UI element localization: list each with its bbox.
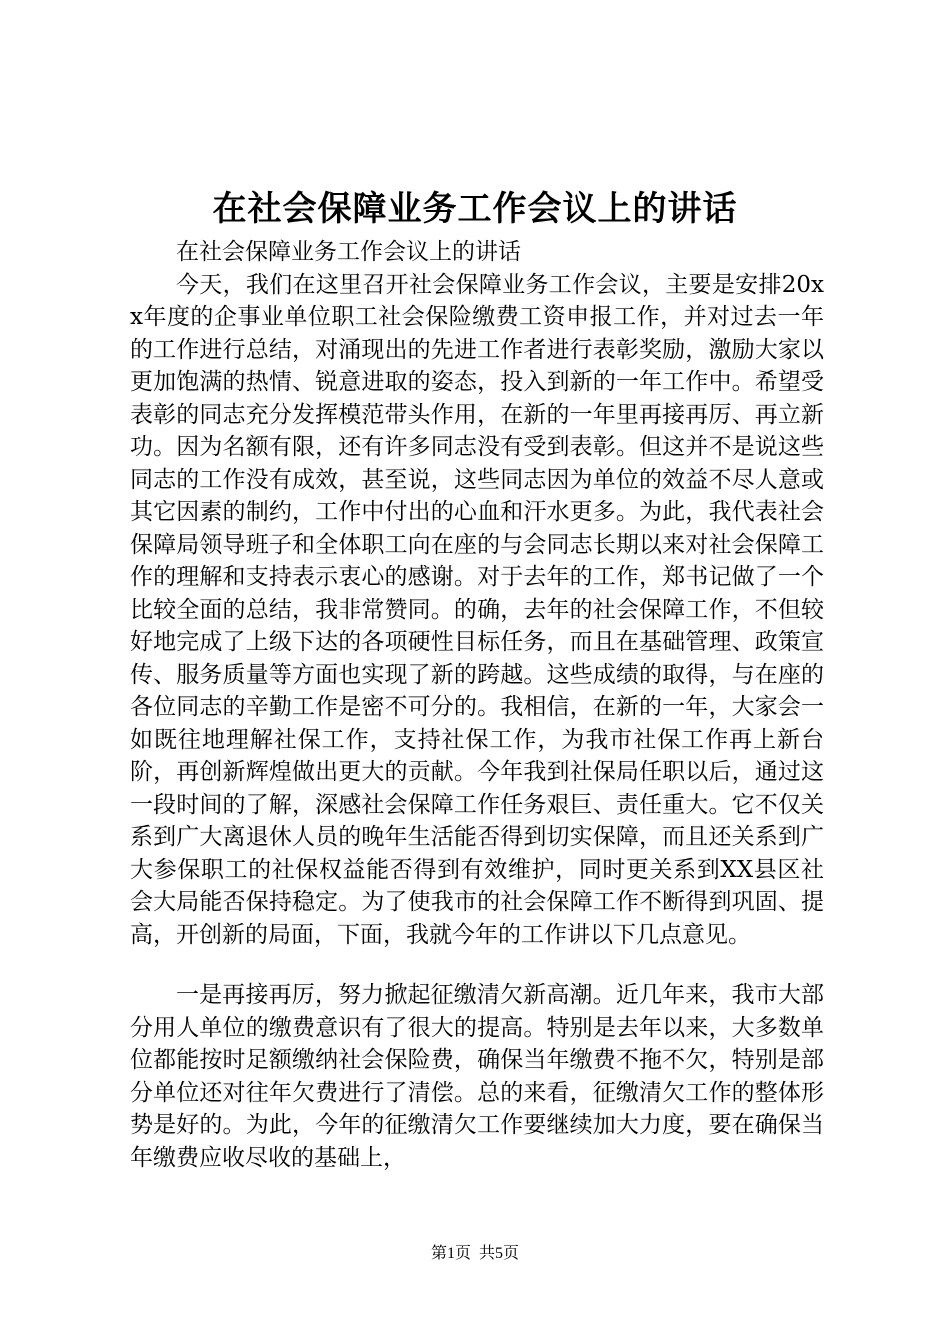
document-title: 在社会保障业务工作会议上的讲话 bbox=[212, 189, 738, 229]
body-paragraph: 一是再接再厉，努力掀起征缴清欠新高潮。近几年来，我市大部分用人单位的缴费意识有了很大的提高。特别是去年以来，大多数单位都能按时足额缴纳社会保险费，确保当年缴费不拖不欠，特别是部分单位还对往年欠费进行了清偿。总的来看，征缴清欠工作的整体形势是好的。为此，今年的征缴清欠工作要继续加大力度，要在确保当年缴费应收尽收的基础上， bbox=[130, 982, 824, 1171]
page-number: 第1页 bbox=[430, 1245, 471, 1262]
body-paragraph: 今天，我们在这里召开社会保障业务工作会议，主要是安排20xx年度的企事业单位职工社会保险缴费工资申报工作，并对过去一年的工作进行总结，对涌现出的先进工作者进行表彰奖励，激励大家以更加饱满的热情、锐意进取的姿态，投入到新的一年工作中。希望受表彰的同志充分发挥模范带头作用，在新的一年里再接再厉、再立新功。因为名额有限，还有许多同志没有受到表彰。但这并不是说这些同志的工作没有成效，甚至说，这些同志因为单位的效益不尽人意或其它因素的制约，工作中付出的心血和汗水更多。为此，我代表社会保障局领导班子和全体职工向在座的与会同志长期以来对社会保障工作的理解和支持表示衷心的感谢。对于去年的工作，郑书记做了一个比较全面的总结，我非常赞同。的确，去年的社会保障工作，不但较好地完成了上级下达的各项硬性目标任务，而且在基础管理、政策宣传、服务质量等方面也实现了新的跨越。这些成绩的取得，与在座的各位同志的辛勤工作是密不可分的。我相信，在新的一年，大家会一如既往地理解社保工作，支持社保工作，为我市社保工作再上新台阶，再创新辉煌做出更大的贡献。今年我到社保局任职以后，通过这一段时间的了解，深感社会保障工作任务艰巨、责任重大。它不仅关系到广大离退休人员的晚年生活能否得到切实保障，而且还关系到广大参保职工的社保权益能否得到有效维护，同时更关系到XX县区社会大局能否保持稳定。为了使我市的社会保障工作不断得到巩固、提高，开创新的局面，下面，我就今年的工作讲以下几点意见。 bbox=[130, 271, 824, 948]
page-total: 共5页 bbox=[479, 1245, 520, 1262]
document-body bbox=[130, 236, 824, 1174]
subtitle-paragraph: 在社会保障业务工作会议上的讲话 bbox=[176, 239, 521, 265]
page-footer bbox=[0, 1244, 950, 1264]
